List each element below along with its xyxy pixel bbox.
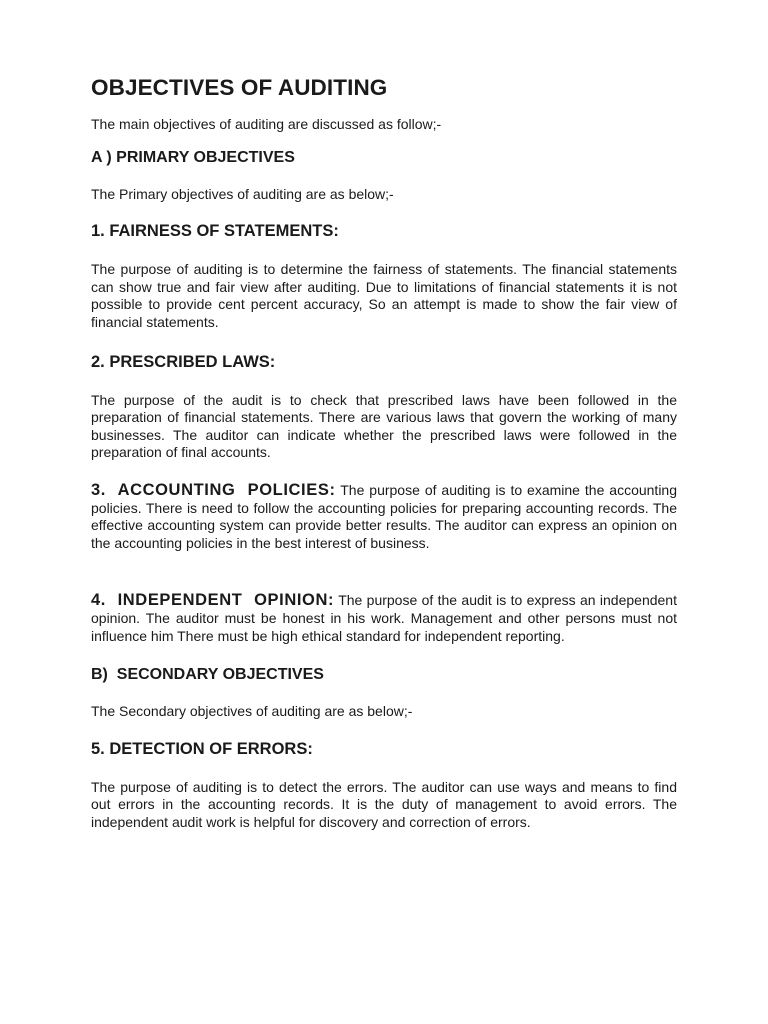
independent-opinion-section (91, 592, 677, 645)
detection-errors-heading: 5. DETECTION OF ERRORS: (91, 739, 313, 758)
fairness-paragraph: The purpose of auditing is to determine the fairness of statements. The financial statements can show true and fair view after auditing. Due to limitations of financial statements it is not possible to provide cent percent accuracy, So an attempt is made to show the fair view of financial statements. (91, 261, 677, 330)
primary-objectives-heading: A ) PRIMARY OBJECTIVES (91, 148, 295, 166)
secondary-objectives-heading: B) SECONDARY OBJECTIVES (91, 666, 324, 684)
primary-objectives-intro: The Primary objectives of auditing are as below;- (91, 185, 394, 202)
accounting-policies-text: The purpose of auditing is to examine the accounting policies. There is need to follow the accounting policies for preparing accounting records. The effective accounting system can provide better results. The auditor can express an opinion on the accounting policies in the best interest of business. (91, 481, 678, 551)
accounting-policies-section (91, 482, 677, 552)
page-title: OBJECTIVES OF AUDITING (91, 75, 388, 100)
detection-errors-paragraph: The purpose of auditing is to detect the errors. The auditor can use ways and means to find out errors in the accounting records. It is the duty of management to avoid errors. The independent audit work is helpful for discovery and correction of errors. (91, 778, 677, 830)
fairness-heading: 1. FAIRNESS OF STATEMENTS: (91, 222, 339, 241)
independent-opinion-text: The purpose of the audit is to express an independent opinion. The auditor must be honest in his work. Management and other persons must not influence him There must be high ethical standard for independent reporting. (91, 592, 677, 644)
intro-paragraph: The main objectives of auditing are discussed as follow;- (91, 116, 442, 132)
accounting-policies-heading: 3. ACCOUNTING POLICIES: (91, 480, 336, 499)
secondary-objectives-intro: The Secondary objectives of auditing are as below;- (91, 703, 413, 720)
prescribed-laws-paragraph: The purpose of the audit is to check that prescribed laws have been followed in the preparation of financial statements. There are various laws that govern the working of many businesses. The auditor can indicate whether the prescribed laws were followed in the preparation of final accounts. (91, 391, 677, 461)
independent-opinion-heading: 4. INDEPENDENT OPINION: (91, 591, 335, 610)
prescribed-laws-heading: 2. PRESCRIBED LAWS: (91, 352, 276, 371)
